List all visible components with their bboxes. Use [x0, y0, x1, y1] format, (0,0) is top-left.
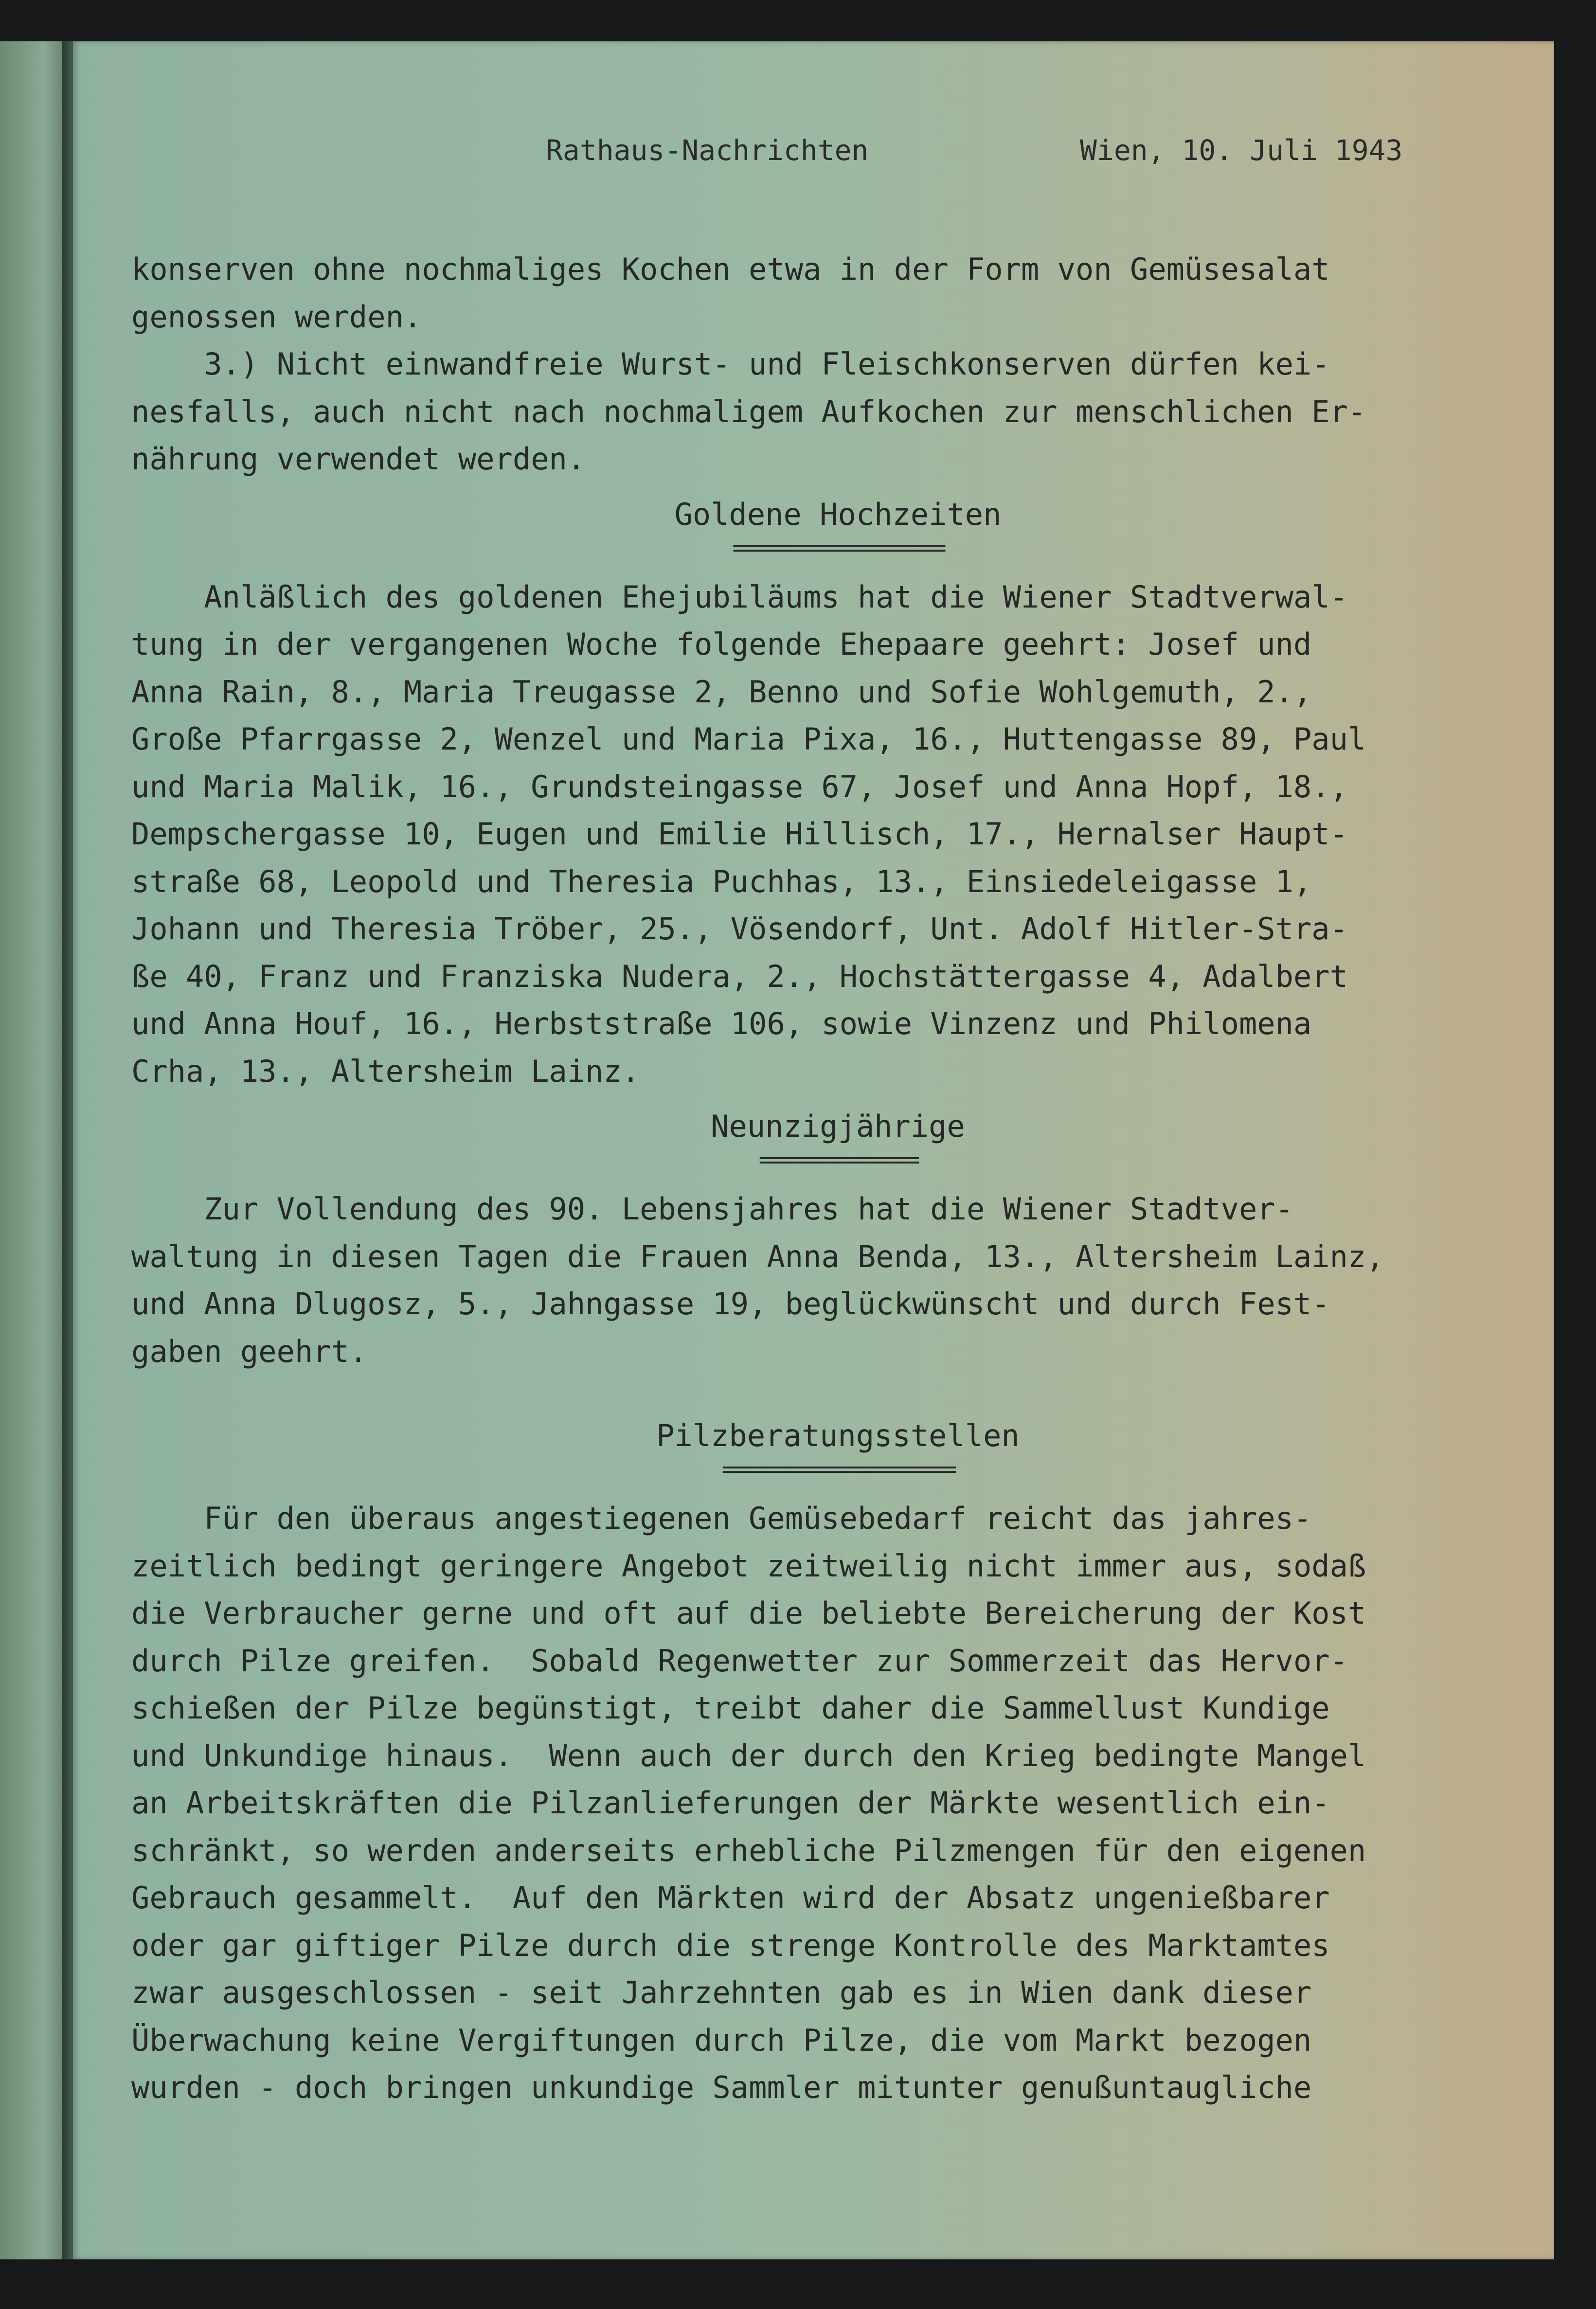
neunzig-paragraph — [131, 1185, 1544, 1375]
body-text — [131, 246, 1544, 2112]
text-line: ße 40, Franz und Franziska Nudera, 2., Hochstättergasse 4, Adalbert — [131, 958, 1348, 994]
text-line: straße 68, Leopold und Theresia Puchhas, 13., Einsiedeleigasse 1, — [131, 863, 1312, 899]
section-heading-hochzeiten — [131, 493, 1544, 559]
text-line: gaben geehrt. — [131, 1333, 368, 1369]
intro-paragraphs — [131, 246, 1544, 483]
text-line: wurden - doch bringen unkundige Sammler mitunter genußuntaugliche — [131, 2070, 1312, 2105]
text-line: Große Pfarrgasse 2, Wenzel und Maria Pixa, 16., Huttengasse 89, Paul — [131, 721, 1366, 757]
text-line: und Unkundige hinaus. Wenn auch der durch den Krieg bedingte Mangel — [131, 1737, 1366, 1773]
text-line: Anna Rain, 8., Maria Treugasse 2, Benno und Sofie Wohlgemuth, 2., — [131, 674, 1312, 710]
text-line: Gebrauch gesammelt. Auf den Märkten wird der Absatz ungenießbarer — [131, 1880, 1330, 1915]
text-line: konserven ohne nochmaliges Kochen etwa in der Form von Gemüsesalat — [131, 251, 1330, 287]
text-line: nährung verwendet werden. — [131, 441, 586, 477]
text-line: an Arbeitskräften die Pilzanlieferungen der Märkte wesentlich ein- — [131, 1785, 1330, 1821]
section-title: Pilzberatungsstellen — [656, 1418, 1020, 1453]
section-underline: ====================== — [721, 1456, 954, 1482]
text-line: zeitlich bedingt geringere Angebot zeitweilig nicht immer aus, sodaß — [131, 1548, 1366, 1584]
text-line: Überwachung keine Vergiftungen durch Pilze, die vom Markt bezogen — [131, 2022, 1312, 2058]
text-line: schießen der Pilze begünstigt, treibt daher die Sammellust Kundige — [131, 1690, 1330, 1726]
spacer — [131, 1375, 1544, 1404]
text-line: und Anna Houf, 16., Herbststraße 106, sowie Vinzenz und Philomena — [131, 1006, 1312, 1041]
text-line: waltung in diesen Tagen die Frauen Anna Benda, 13., Altersheim Lainz, — [131, 1238, 1384, 1274]
text-line: tung in der vergangenen Woche folgende Ehepaare geehrt: Josef und — [131, 626, 1312, 662]
text-line: und Anna Dlugosz, 5., Jahngasse 19, beglückwünscht und durch Fest- — [131, 1286, 1330, 1322]
text-line: Crha, 13., Altersheim Lainz. — [131, 1053, 640, 1089]
text-line: zwar ausgeschlossen - seit Jahrzehnten gab es in Wien dank dieser — [131, 1975, 1312, 2010]
text-line: 3.) Nicht einwandfreie Wurst- und Fleischkonserven dürfen kei- — [131, 346, 1330, 382]
hochzeiten-paragraph — [131, 573, 1544, 1095]
page-header — [73, 134, 1554, 187]
section-heading-pilz — [131, 1414, 1544, 1480]
text-line: Zur Vollendung des 90. Lebensjahres hat die Wiener Stadtver- — [131, 1191, 1293, 1227]
text-line: Dempschergasse 10, Eugen und Emilie Hillisch, 17., Hernalser Haupt- — [131, 816, 1348, 852]
text-line: die Verbraucher gerne und oft auf die beliebte Bereicherung der Kost — [131, 1595, 1366, 1631]
section-heading-neunzig — [131, 1105, 1544, 1171]
text-line: oder gar giftiger Pilze durch die strenge Kontrolle des Marktamtes — [131, 1927, 1330, 1963]
section-title: Neunzigjährige — [711, 1109, 965, 1144]
text-line: Für den überaus angestiegenen Gemüsebedarf reicht das jahres- — [131, 1501, 1312, 1536]
section-underline: ==================== — [732, 534, 944, 561]
header-title: Rathaus-Nachrichten — [546, 134, 869, 167]
text-line: genossen werden. — [131, 299, 422, 335]
text-line: Johann und Theresia Tröber, 25., Vösendorf, Unt. Adolf Hitler-Stra- — [131, 911, 1348, 947]
text-line: und Maria Malik, 16., Grundsteingasse 67, Josef und Anna Hopf, 18., — [131, 769, 1348, 805]
section-underline: =============== — [758, 1146, 917, 1173]
text-line: Anläßlich des goldenen Ehejubiläums hat die Wiener Stadtverwal- — [131, 579, 1348, 615]
text-line: durch Pilze greifen. Sobald Regenwetter zur Sommerzeit das Hervor- — [131, 1643, 1348, 1679]
text-line: schränkt, so werden anderseits erhebliche Pilzmengen für den eigenen — [131, 1832, 1366, 1868]
header-date: Wien, 10. Juli 1943 — [1080, 134, 1403, 167]
text-line: nesfalls, auch nicht nach nochmaligem Aufkochen zur menschlichen Er- — [131, 394, 1366, 430]
pilz-paragraph — [131, 1495, 1544, 2112]
section-title: Goldene Hochzeiten — [674, 496, 1002, 532]
document-page — [73, 41, 1554, 2259]
